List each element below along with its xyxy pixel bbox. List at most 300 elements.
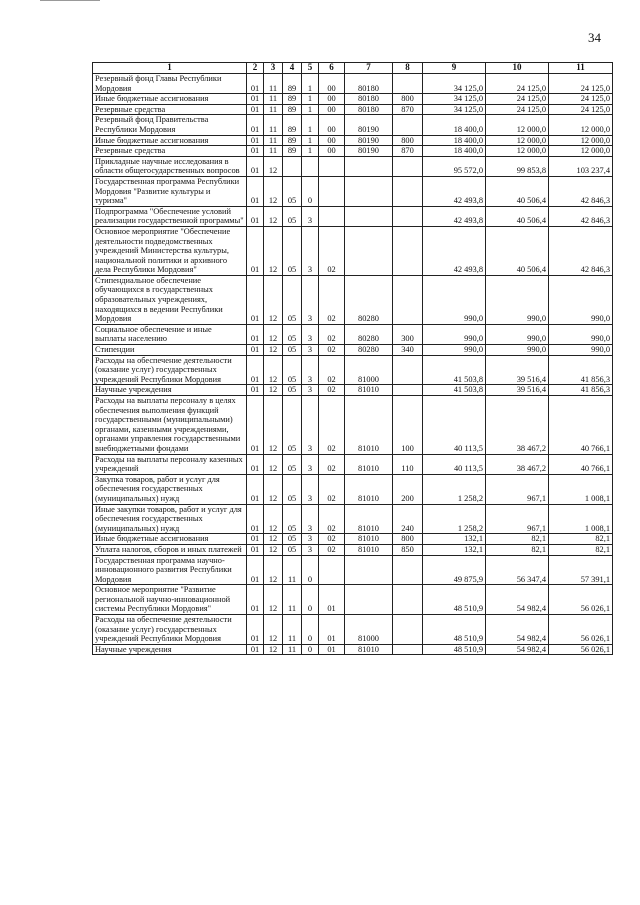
row-name: Иные закупки товаров, работ и услуг для обеспечения государственных (муниципальных) нужд	[93, 504, 247, 534]
direction-code: 81010	[345, 644, 393, 655]
row-name: Иные бюджетные ассигнования	[93, 94, 247, 105]
column-header-4: 4	[283, 63, 302, 74]
subsection-code: 12	[264, 396, 283, 455]
direction-code: 80180	[345, 104, 393, 115]
row-name: Закупка товаров, работ и услуг для обеспечения государственных (муниципальных) нужд	[93, 474, 247, 504]
direction-code: 80280	[345, 275, 393, 324]
amount-col-9: 18 400,0	[423, 115, 486, 135]
amount-col-9: 990,0	[423, 324, 486, 344]
amount-col-9: 48 510,9	[423, 585, 486, 615]
amount-col-11: 1 008,1	[549, 474, 613, 504]
column-header-8: 8	[393, 63, 423, 74]
amount-col-10: 40 506,4	[486, 226, 549, 275]
program-code: 05	[283, 345, 302, 356]
column-header-10: 10	[486, 63, 549, 74]
section-code: 01	[247, 94, 264, 105]
expense-type-code	[393, 74, 423, 94]
event-code: 02	[319, 324, 345, 344]
section-code: 01	[247, 146, 264, 157]
column-header-11: 11	[549, 63, 613, 74]
table-row	[93, 534, 613, 545]
event-code	[319, 555, 345, 585]
program-code: 89	[283, 115, 302, 135]
subprogram-code: 3	[302, 345, 319, 356]
amount-col-11: 40 766,1	[549, 396, 613, 455]
amount-col-11: 12 000,0	[549, 146, 613, 157]
table-row	[93, 275, 613, 324]
row-name: Резервный фонд Главы Республики Мордовия	[93, 74, 247, 94]
amount-col-11: 57 391,1	[549, 555, 613, 585]
table-row	[93, 206, 613, 226]
amount-col-11: 56 026,1	[549, 585, 613, 615]
table-row	[93, 504, 613, 534]
amount-col-9: 48 510,9	[423, 644, 486, 655]
subsection-code: 11	[264, 94, 283, 105]
amount-col-10: 24 125,0	[486, 104, 549, 115]
subsection-code: 11	[264, 135, 283, 146]
event-code: 02	[319, 275, 345, 324]
amount-col-10: 82,1	[486, 534, 549, 545]
row-name: Научные учреждения	[93, 385, 247, 396]
subsection-code: 12	[264, 206, 283, 226]
row-name: Подпрограмма "Обеспечение условий реализации государственной программы"	[93, 206, 247, 226]
program-code: 05	[283, 226, 302, 275]
amount-col-10: 990,0	[486, 345, 549, 356]
program-code: 05	[283, 355, 302, 385]
row-name: Расходы на выплаты персоналу в целях обеспечения выполнения функций государственными (муниципальными) органами, казенными учреждениями, органами управления государственными внебюджетными фондами	[93, 396, 247, 455]
subprogram-code: 3	[302, 355, 319, 385]
expense-type-code: 800	[393, 94, 423, 105]
row-name: Стипендиальное обеспечение обучающихся в государственных образовательных учреждениях, находящихся в ведении Республики Мордовия	[93, 275, 247, 324]
table-row	[93, 156, 613, 176]
table-row	[93, 396, 613, 455]
amount-col-9: 41 503,8	[423, 385, 486, 396]
section-code: 01	[247, 345, 264, 356]
expense-type-code: 100	[393, 396, 423, 455]
program-code: 89	[283, 135, 302, 146]
amount-col-9: 49 875,9	[423, 555, 486, 585]
amount-col-11: 990,0	[549, 345, 613, 356]
column-header-6: 6	[319, 63, 345, 74]
amount-col-11: 82,1	[549, 534, 613, 545]
program-code: 05	[283, 474, 302, 504]
row-name: Государственная программа Республики Мордовия "Развитие культуры и туризма"	[93, 176, 247, 206]
section-code: 01	[247, 206, 264, 226]
section-code: 01	[247, 644, 264, 655]
amount-col-11: 42 846,3	[549, 176, 613, 206]
row-name: Стипендии	[93, 345, 247, 356]
section-code: 01	[247, 115, 264, 135]
table-body	[93, 74, 613, 655]
direction-code: 80180	[345, 74, 393, 94]
amount-col-11: 41 856,3	[549, 355, 613, 385]
row-name: Резервный фонд Правительства Республики Мордовия	[93, 115, 247, 135]
program-code: 89	[283, 104, 302, 115]
direction-code: 80190	[345, 146, 393, 157]
direction-code: 81000	[345, 615, 393, 645]
table-row	[93, 644, 613, 655]
section-code: 01	[247, 555, 264, 585]
row-name: Уплата налогов, сборов и иных платежей	[93, 544, 247, 555]
subprogram-code: 3	[302, 534, 319, 545]
event-code: 02	[319, 355, 345, 385]
subprogram-code: 3	[302, 385, 319, 396]
section-code: 01	[247, 385, 264, 396]
expense-type-code: 800	[393, 135, 423, 146]
direction-code: 81010	[345, 385, 393, 396]
section-code: 01	[247, 615, 264, 645]
amount-col-11: 42 846,3	[549, 226, 613, 275]
amount-col-10: 12 000,0	[486, 115, 549, 135]
section-code: 01	[247, 156, 264, 176]
table-row	[93, 544, 613, 555]
amount-col-10: 12 000,0	[486, 135, 549, 146]
expense-type-code	[393, 555, 423, 585]
row-name: Расходы на обеспечение деятельности (оказание услуг) государственных учреждений Республики Мордовия	[93, 355, 247, 385]
amount-col-9: 34 125,0	[423, 94, 486, 105]
subprogram-code: 3	[302, 544, 319, 555]
amount-col-10: 39 516,4	[486, 385, 549, 396]
subsection-code: 12	[264, 385, 283, 396]
event-code: 00	[319, 115, 345, 135]
subsection-code: 12	[264, 615, 283, 645]
direction-code: 81010	[345, 534, 393, 545]
amount-col-9: 34 125,0	[423, 104, 486, 115]
row-name: Расходы на выплаты персоналу казенных учреждений	[93, 454, 247, 474]
event-code: 00	[319, 146, 345, 157]
column-header-7: 7	[345, 63, 393, 74]
expense-type-code	[393, 385, 423, 396]
amount-col-9: 42 493,8	[423, 206, 486, 226]
amount-col-9: 132,1	[423, 534, 486, 545]
amount-col-9: 1 258,2	[423, 474, 486, 504]
program-code: 89	[283, 146, 302, 157]
table-row	[93, 146, 613, 157]
expense-type-code: 240	[393, 504, 423, 534]
subsection-code: 12	[264, 355, 283, 385]
amount-col-10: 54 982,4	[486, 615, 549, 645]
event-code: 01	[319, 615, 345, 645]
amount-col-11: 82,1	[549, 544, 613, 555]
program-code: 11	[283, 555, 302, 585]
subprogram-code: 1	[302, 104, 319, 115]
subprogram-code: 3	[302, 504, 319, 534]
table-header	[93, 63, 613, 74]
subsection-code: 12	[264, 504, 283, 534]
event-code: 00	[319, 74, 345, 94]
amount-col-11: 40 766,1	[549, 454, 613, 474]
subsection-code: 12	[264, 474, 283, 504]
amount-col-9: 42 493,8	[423, 226, 486, 275]
amount-col-10: 38 467,2	[486, 454, 549, 474]
table-row	[93, 454, 613, 474]
subprogram-code: 3	[302, 275, 319, 324]
page-number: 34	[588, 30, 601, 45]
amount-col-11: 56 026,1	[549, 615, 613, 645]
subsection-code: 12	[264, 324, 283, 344]
amount-col-9: 990,0	[423, 345, 486, 356]
amount-col-11: 12 000,0	[549, 135, 613, 146]
expense-type-code: 340	[393, 345, 423, 356]
section-code: 01	[247, 504, 264, 534]
event-code	[319, 206, 345, 226]
direction-code	[345, 206, 393, 226]
table-row	[93, 115, 613, 135]
table-row	[93, 474, 613, 504]
table-row	[93, 555, 613, 585]
expense-type-code: 870	[393, 104, 423, 115]
amount-col-9: 48 510,9	[423, 615, 486, 645]
direction-code	[345, 176, 393, 206]
amount-col-11: 1 008,1	[549, 504, 613, 534]
section-code: 01	[247, 454, 264, 474]
table-row	[93, 585, 613, 615]
subprogram-code: 1	[302, 146, 319, 157]
direction-code: 81010	[345, 544, 393, 555]
amount-col-11: 42 846,3	[549, 206, 613, 226]
section-code: 01	[247, 275, 264, 324]
amount-col-10: 82,1	[486, 544, 549, 555]
table-row	[93, 385, 613, 396]
header-row	[93, 63, 613, 74]
amount-col-10: 12 000,0	[486, 146, 549, 157]
event-code: 02	[319, 396, 345, 455]
program-code: 05	[283, 176, 302, 206]
amount-col-9: 40 113,5	[423, 396, 486, 455]
section-code: 01	[247, 74, 264, 94]
expense-type-code: 300	[393, 324, 423, 344]
event-code: 02	[319, 226, 345, 275]
subprogram-code: 0	[302, 644, 319, 655]
expense-type-code	[393, 355, 423, 385]
program-code: 05	[283, 454, 302, 474]
expense-type-code	[393, 226, 423, 275]
table-row	[93, 135, 613, 146]
program-code: 89	[283, 74, 302, 94]
subprogram-code: 3	[302, 454, 319, 474]
amount-col-9: 990,0	[423, 275, 486, 324]
event-code	[319, 176, 345, 206]
subprogram-code: 0	[302, 585, 319, 615]
direction-code: 80190	[345, 115, 393, 135]
column-header-1: 1	[93, 63, 247, 74]
event-code: 02	[319, 544, 345, 555]
amount-col-11: 12 000,0	[549, 115, 613, 135]
event-code: 02	[319, 504, 345, 534]
row-name: Иные бюджетные ассигнования	[93, 135, 247, 146]
row-name: Резервные средства	[93, 104, 247, 115]
program-code: 05	[283, 504, 302, 534]
program-code: 05	[283, 396, 302, 455]
subsection-code: 12	[264, 585, 283, 615]
table-row	[93, 345, 613, 356]
program-code: 05	[283, 544, 302, 555]
row-name: Государственная программа научно-инновационного развития Республики Мордовия	[93, 555, 247, 585]
amount-col-9: 18 400,0	[423, 135, 486, 146]
row-name: Социальное обеспечение и иные выплаты населению	[93, 324, 247, 344]
amount-col-11: 24 125,0	[549, 104, 613, 115]
subsection-code: 11	[264, 115, 283, 135]
section-code: 01	[247, 104, 264, 115]
table-row	[93, 94, 613, 105]
subprogram-code: 1	[302, 74, 319, 94]
direction-code: 80190	[345, 135, 393, 146]
row-name: Научные учреждения	[93, 644, 247, 655]
subsection-code: 12	[264, 644, 283, 655]
event-code: 01	[319, 585, 345, 615]
table-row	[93, 226, 613, 275]
event-code: 02	[319, 345, 345, 356]
amount-col-10: 40 506,4	[486, 206, 549, 226]
amount-col-10: 990,0	[486, 324, 549, 344]
row-name: Основное мероприятие "Обеспечение деятельности подведомственных учреждений Министерства культуры, национальной политики и архивного дела Республики Мордовия"	[93, 226, 247, 275]
amount-col-11: 56 026,1	[549, 644, 613, 655]
row-name: Основное мероприятие "Развитие региональной научно-инновационной системы Республики Мордовия"	[93, 585, 247, 615]
amount-col-9: 34 125,0	[423, 74, 486, 94]
amount-col-10: 56 347,4	[486, 555, 549, 585]
subprogram-code: 3	[302, 396, 319, 455]
amount-col-11: 990,0	[549, 324, 613, 344]
event-code: 02	[319, 534, 345, 545]
subprogram-code	[302, 156, 319, 176]
direction-code: 80280	[345, 324, 393, 344]
direction-code: 81000	[345, 355, 393, 385]
subprogram-code: 1	[302, 115, 319, 135]
subprogram-code: 0	[302, 176, 319, 206]
section-code: 01	[247, 135, 264, 146]
budget-table	[92, 62, 613, 655]
program-code: 05	[283, 534, 302, 545]
scan-edge-mark	[40, 0, 100, 1]
row-name: Прикладные научные исследования в области общегосударственных вопросов	[93, 156, 247, 176]
program-code: 05	[283, 206, 302, 226]
table-row	[93, 355, 613, 385]
subsection-code: 12	[264, 156, 283, 176]
subsection-code: 11	[264, 74, 283, 94]
amount-col-10: 54 982,4	[486, 585, 549, 615]
amount-col-10: 990,0	[486, 275, 549, 324]
subprogram-code: 3	[302, 206, 319, 226]
amount-col-9: 132,1	[423, 544, 486, 555]
amount-col-10: 40 506,4	[486, 176, 549, 206]
table-row	[93, 176, 613, 206]
program-code: 11	[283, 615, 302, 645]
section-code: 01	[247, 355, 264, 385]
section-code: 01	[247, 226, 264, 275]
subsection-code: 11	[264, 104, 283, 115]
amount-col-11: 103 237,4	[549, 156, 613, 176]
column-header-3: 3	[264, 63, 283, 74]
amount-col-10: 39 516,4	[486, 355, 549, 385]
event-code: 02	[319, 454, 345, 474]
column-header-2: 2	[247, 63, 264, 74]
subsection-code: 12	[264, 176, 283, 206]
section-code: 01	[247, 396, 264, 455]
program-code: 05	[283, 275, 302, 324]
program-code	[283, 156, 302, 176]
subsection-code: 12	[264, 454, 283, 474]
section-code: 01	[247, 474, 264, 504]
column-header-9: 9	[423, 63, 486, 74]
direction-code: 80180	[345, 94, 393, 105]
row-name: Резервные средства	[93, 146, 247, 157]
direction-code: 81010	[345, 504, 393, 534]
subprogram-code: 1	[302, 135, 319, 146]
event-code: 02	[319, 385, 345, 396]
section-code: 01	[247, 585, 264, 615]
program-code: 05	[283, 324, 302, 344]
expense-type-code	[393, 206, 423, 226]
section-code: 01	[247, 176, 264, 206]
direction-code	[345, 156, 393, 176]
program-code: 89	[283, 94, 302, 105]
subprogram-code: 0	[302, 555, 319, 585]
amount-col-11: 41 856,3	[549, 385, 613, 396]
table-row	[93, 324, 613, 344]
direction-code	[345, 555, 393, 585]
direction-code: 81010	[345, 474, 393, 504]
expense-type-code: 200	[393, 474, 423, 504]
amount-col-9: 18 400,0	[423, 146, 486, 157]
event-code: 01	[319, 644, 345, 655]
expense-type-code: 850	[393, 544, 423, 555]
amount-col-9: 42 493,8	[423, 176, 486, 206]
program-code: 11	[283, 644, 302, 655]
subsection-code: 12	[264, 345, 283, 356]
amount-col-9: 40 113,5	[423, 454, 486, 474]
program-code: 05	[283, 385, 302, 396]
amount-col-11: 24 125,0	[549, 94, 613, 105]
row-name: Расходы на обеспечение деятельности (оказание услуг) государственных учреждений Республики Мордовия	[93, 615, 247, 645]
expense-type-code	[393, 615, 423, 645]
row-name: Иные бюджетные ассигнования	[93, 534, 247, 545]
direction-code: 81010	[345, 396, 393, 455]
expense-type-code	[393, 115, 423, 135]
amount-col-10: 54 982,4	[486, 644, 549, 655]
section-code: 01	[247, 324, 264, 344]
expense-type-code	[393, 275, 423, 324]
subsection-code: 12	[264, 544, 283, 555]
direction-code: 81010	[345, 454, 393, 474]
expense-type-code	[393, 644, 423, 655]
subprogram-code: 3	[302, 324, 319, 344]
table-row	[93, 615, 613, 645]
expense-type-code	[393, 585, 423, 615]
expense-type-code: 870	[393, 146, 423, 157]
section-code: 01	[247, 544, 264, 555]
table-row	[93, 104, 613, 115]
expense-type-code	[393, 156, 423, 176]
expense-type-code: 110	[393, 454, 423, 474]
amount-col-9: 95 572,0	[423, 156, 486, 176]
subprogram-code: 1	[302, 94, 319, 105]
direction-code: 80280	[345, 345, 393, 356]
event-code: 00	[319, 104, 345, 115]
amount-col-11: 24 125,0	[549, 74, 613, 94]
expense-type-code: 800	[393, 534, 423, 545]
expense-type-code	[393, 176, 423, 206]
program-code: 11	[283, 585, 302, 615]
event-code: 02	[319, 474, 345, 504]
column-header-5: 5	[302, 63, 319, 74]
subsection-code: 12	[264, 275, 283, 324]
subprogram-code: 3	[302, 226, 319, 275]
amount-col-10: 967,1	[486, 474, 549, 504]
subsection-code: 12	[264, 534, 283, 545]
amount-col-11: 990,0	[549, 275, 613, 324]
event-code: 00	[319, 135, 345, 146]
amount-col-9: 41 503,8	[423, 355, 486, 385]
